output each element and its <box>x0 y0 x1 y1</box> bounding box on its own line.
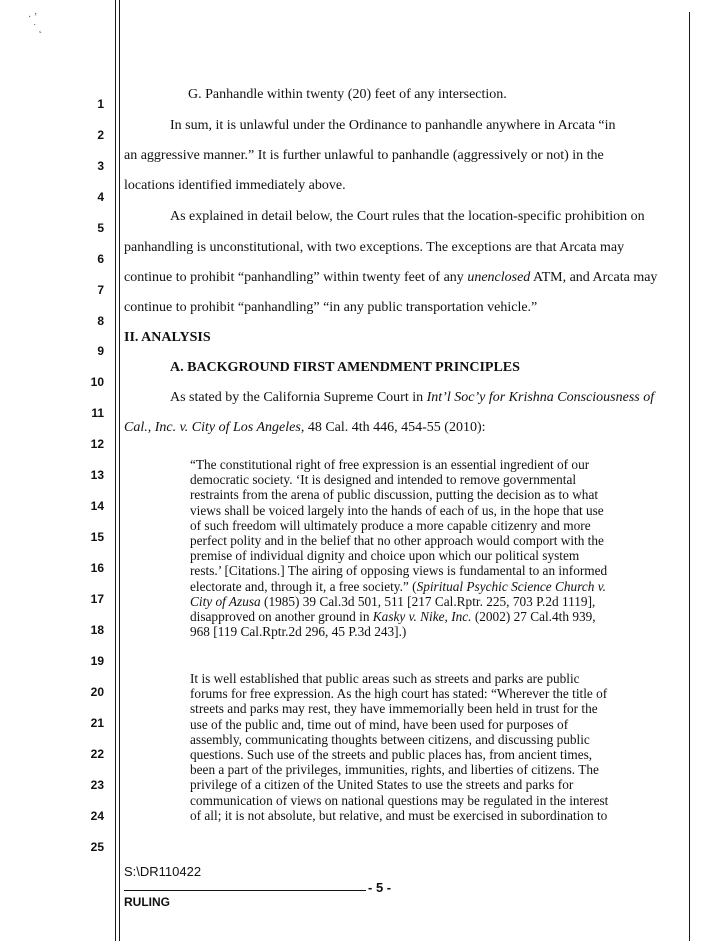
paragraph-line: In sum, it is unlawful under the Ordinance to panhandle anywhere in Arcata “in <box>170 118 616 133</box>
line-number: 21 <box>90 716 104 730</box>
paragraph-line: locations identified immediately above. <box>124 178 346 193</box>
line-number: 25 <box>90 840 104 854</box>
line-number: 8 <box>97 314 104 328</box>
quote-line: “The constitutional right of free expression is an essential ingredient of our <box>190 457 590 472</box>
line-number: 18 <box>90 623 104 637</box>
quote-line <box>190 579 660 594</box>
line-number: 7 <box>97 283 104 297</box>
quote-line: views shall be voiced largely into the hands of each of us, in the hope that use <box>190 502 604 518</box>
paragraph-line: panhandling is unconstitutional, with two exceptions. The exceptions are that Arcata may <box>124 240 625 255</box>
block-quote <box>190 671 660 823</box>
text-run: (2002) 27 Cal.4th 939, <box>471 609 596 625</box>
emphasis-text: unenclosed <box>467 270 531 285</box>
quote-line: democratic society. ‘It is designed and intended to remove governmental <box>190 472 577 488</box>
text-run: As stated by the California Supreme Court in <box>170 390 427 405</box>
quote-line: perfect polity and in the belief that no other approach would comport with the <box>190 533 604 549</box>
line-number: 20 <box>90 685 104 699</box>
line-number: 2 <box>97 128 104 142</box>
line-number: 6 <box>97 252 104 266</box>
text-run: disapproved on another ground in <box>190 609 373 625</box>
text-run: (1985) 39 Cal.3d 501, 511 [217 Cal.Rptr. 225, 703 P.2d 1119], <box>260 593 596 609</box>
line-number: 13 <box>90 468 104 482</box>
text-run: electorate and, through it, a free society.” ( <box>190 578 417 594</box>
paragraph-line: an aggressive manner.” It is further unlawful to panhandle (aggressively or not) in the <box>124 148 604 163</box>
line-number: 22 <box>90 747 104 761</box>
line-number: 19 <box>90 654 104 668</box>
text-run: ATM, and Arcata may <box>530 270 658 285</box>
quote-line: privilege of a citizen of the United States to use the streets and parks for <box>190 777 574 793</box>
quote-line <box>190 594 660 609</box>
quote-line: questions. Such use of the streets and public places has, from ancient times, <box>190 747 593 763</box>
text-run: , 48 Cal. 4th 446, 454-55 (2010): <box>300 420 486 435</box>
document-label: RULING <box>124 895 170 909</box>
paragraph-line: As explained in detail below, the Court rules that the location-specific prohibition on <box>170 209 645 224</box>
quote-line: restraints from the arena of public discussion, putting the decision as to what <box>190 487 599 503</box>
case-citation: Spiritual Psychic Science Church v. <box>416 578 606 594</box>
quote-line: of all; it is not absolute, but relative, and must be exercised in subordination to <box>190 807 608 823</box>
line-number: 11 <box>91 406 104 420</box>
line-number: 15 <box>90 530 104 544</box>
line-number: 16 <box>90 561 104 575</box>
scan-marks: · ʼ ˙ ˛ <box>28 12 43 34</box>
quote-line: rests.’ [Citations.] The airing of opposing views is fundamental to an informed <box>190 563 608 579</box>
quote-line: assembly, communicating thoughts between citizens, and discussing public <box>190 731 590 747</box>
right-margin-rule <box>689 12 690 941</box>
page-number: - 5 - <box>368 880 392 895</box>
document-path: S:\DR110422 <box>124 864 202 879</box>
left-margin-rule-outer <box>115 0 116 941</box>
quote-line: premise of individual dignity and choice upon which our political system <box>190 548 580 564</box>
line-number: 17 <box>90 592 104 606</box>
quote-line: 968 [119 Cal.Rptr.2d 296, 45 P.3d 243].) <box>190 624 407 640</box>
case-citation: Kasky v. Nike, Inc. <box>372 609 472 625</box>
line-number: 3 <box>97 159 104 173</box>
quote-line: use of the public and, time out of mind, have been used for purposes of <box>190 716 569 732</box>
left-margin-rule-inner <box>119 0 120 941</box>
line-number: 10 <box>90 375 104 389</box>
quote-line: been a part of the privileges, immunities, rights, and liberties of citizens. The <box>190 762 599 778</box>
paragraph-line <box>124 420 486 436</box>
line-number: 5 <box>97 221 104 235</box>
quote-line: communication of views on national questions may be regulated in the interest <box>190 792 609 808</box>
paragraph-line <box>170 390 654 406</box>
line-number: 9 <box>97 344 104 358</box>
block-quote <box>190 457 660 639</box>
quote-line: of such freedom will ultimately produce a more capable citizenry and more <box>190 517 591 533</box>
paragraph-line: continue to prohibit “panhandling” “in any public transportation vehicle.” <box>124 300 538 315</box>
case-citation: Int’l Soc’y for Krishna Consciousness of <box>426 390 655 405</box>
list-item-g: G. Panhandle within twenty (20) feet of any intersection. <box>188 87 507 102</box>
quote-line <box>190 609 660 624</box>
text-run: continue to prohibit “panhandling” within twenty feet of any <box>124 270 468 285</box>
line-number: 14 <box>90 499 104 513</box>
case-citation: City of Azusa <box>190 593 261 609</box>
line-number: 4 <box>97 190 104 204</box>
quote-line: forums for free expression. As the high court has stated: “Wherever the title of <box>190 686 608 702</box>
case-citation: Cal., Inc. v. City of Los Angeles <box>124 420 301 435</box>
paragraph-line <box>124 270 657 286</box>
quote-line: It is well established that public areas such as streets and parks are public <box>190 671 580 686</box>
line-number: 1 <box>97 97 104 111</box>
quote-line: streets and parks may rest, they have immemorially been held in trust for the <box>190 701 598 717</box>
section-heading: II. ANALYSIS <box>124 330 211 345</box>
subsection-heading: A. BACKGROUND FIRST AMENDMENT PRINCIPLES <box>170 360 520 375</box>
line-number: 12 <box>90 437 104 451</box>
footer-rule <box>124 890 366 891</box>
line-number: 23 <box>90 778 104 792</box>
line-number: 24 <box>90 809 104 823</box>
